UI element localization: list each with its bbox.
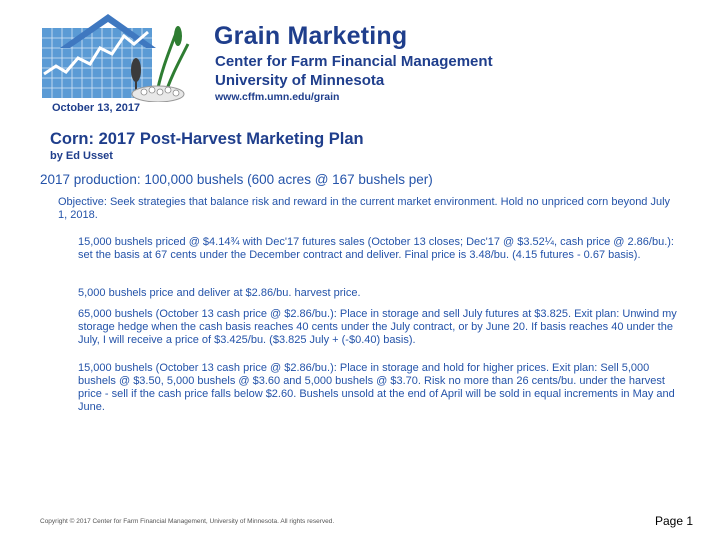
grain-marketing-logo-icon [38,14,198,102]
production-summary: 2017 production: 100,000 bushels (600 acres @ 167 bushels per) [40,172,433,187]
strategy-paragraph-1: 15,000 bushels priced @ $4.14¾ with Dec'17 futures sales (October 13 closes; Dec'17 @ $3.52¼, cash price @ 2.86/bu.): set the basis at 67 cents under the December contract and deliver. Final price is 3.48/bu. (4.15 futures - 0.67 basis). [78,236,674,261]
page-title: Grain Marketing [214,22,408,50]
page-number: Page 1 [655,514,694,528]
strategy-paragraph-2: 5,000 bushels price and deliver at $2.86/bu. harvest price. [78,287,361,299]
organization-name: Center for Farm Financial Management [215,53,493,70]
university-name: University of Minnesota [215,72,385,89]
website-link[interactable]: www.cffm.umn.edu/grain [215,91,340,103]
copyright-notice: Copyright © 2017 Center for Farm Financial Management, University of Minnesota. All rights reserved. [40,518,335,525]
plan-title: Corn: 2017 Post-Harvest Marketing Plan [50,130,364,148]
report-date: October 13, 2017 [52,102,141,114]
strategy-paragraph-4: 15,000 bushels (October 13 cash price @ $2.86/bu.): Place in storage and hold for higher prices. Exit plan: Sell 5,000 bushels @ $3.50, 5,000 bushels @ $3.60 and 5,000 bushels @ $3.70. Risk no more than 26 cents/bu. under the harvest price - sell if the cash price falls below $2.60. Bushels unsold at the end of April will be sold in equal increments in May and June. [78,362,675,413]
strategy-paragraph-3: 65,000 bushels (October 13 cash price @ $2.86/bu.): Place in storage and sell July futures at $3.825. Exit plan: Unwind my storage hedge when the cash basis reaches 40 cents under the July contract, or by June 20. If basis reaches 40 under the July, I will receive a price of $3.425/bu. ($3.825 July + (-$0.40) basis). [78,308,677,346]
author-byline: by Ed Usset [50,150,113,162]
objective-paragraph: Objective: Seek strategies that balance risk and reward in the current market environment. Hold no unpriced corn beyond July 1, 2018. [58,196,671,221]
